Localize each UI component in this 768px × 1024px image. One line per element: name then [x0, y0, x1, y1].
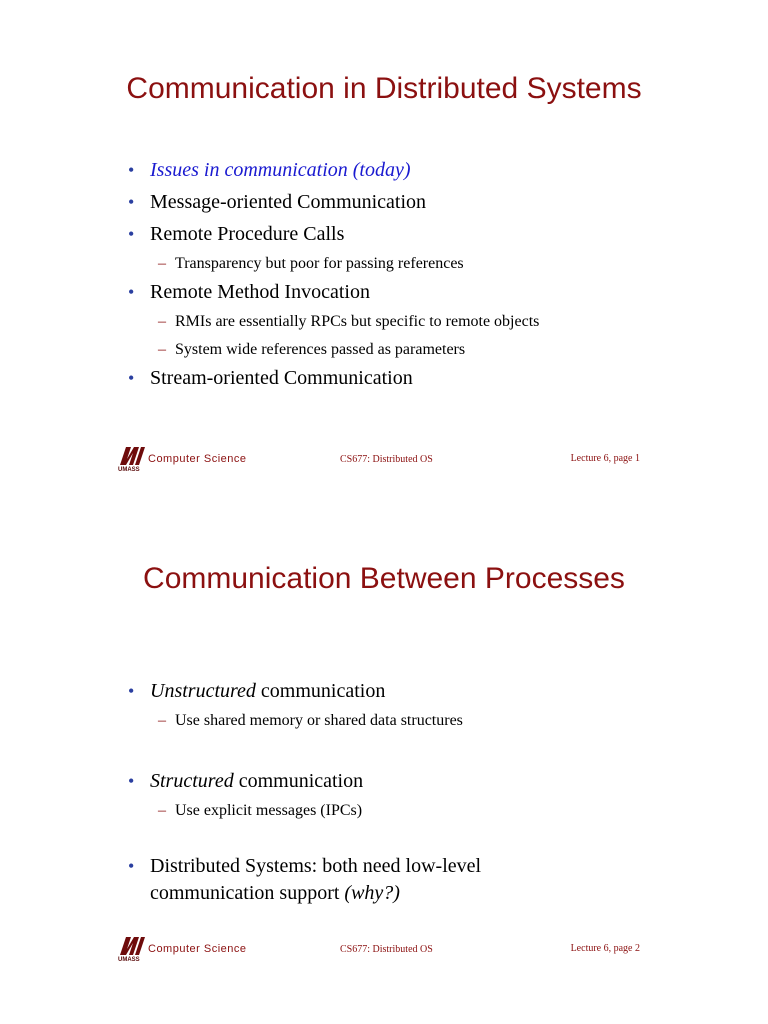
slide-1 — [0, 0, 768, 490]
slide-title: Communication in Distributed Systems — [126, 72, 642, 105]
bullet-item: • Stream-oriented Communication — [128, 367, 413, 389]
dash-icon: – — [158, 341, 166, 358]
dash-icon: – — [158, 802, 166, 819]
slide-footer — [0, 935, 768, 965]
sub-bullet-item: – Transparency but poor for passing references — [158, 255, 464, 272]
umass-logo-icon: UMASS — [118, 935, 146, 965]
slide-footer — [0, 445, 768, 475]
footer-department: Computer Science — [148, 943, 247, 955]
bullet-icon: • — [128, 856, 135, 876]
bullet-icon: • — [128, 224, 135, 244]
bullet-item: • Unstructured communication — [128, 680, 386, 702]
footer-course: CS677: Distributed OS — [340, 454, 433, 465]
dash-icon: – — [158, 255, 166, 272]
dash-icon: – — [158, 313, 166, 330]
slide-2 — [0, 490, 768, 1024]
bullet-icon: • — [128, 368, 135, 388]
bullet-icon: • — [128, 192, 135, 212]
bullet-item: • Remote Method Invocation — [128, 281, 370, 303]
bullet-item: • Remote Procedure Calls — [128, 223, 345, 245]
bullet-icon: • — [128, 160, 135, 180]
footer-page-number: Lecture 6, page 1 — [570, 453, 640, 464]
bullet-icon: • — [128, 771, 135, 791]
footer-page-number: Lecture 6, page 2 — [570, 943, 640, 954]
footer-department: Computer Science — [148, 453, 247, 465]
footer-course: CS677: Distributed OS — [340, 944, 433, 955]
bullet-item: • Distributed Systems: both need low-level — [128, 855, 482, 877]
bullet-icon: • — [128, 282, 135, 302]
slide-title: Communication Between Processes — [143, 562, 625, 595]
bullet-item: • Message-oriented Communication — [128, 191, 427, 213]
bullet-item: • Issues in communication (today) — [128, 159, 411, 181]
dash-icon: – — [158, 712, 166, 729]
umass-logo-icon: UMASS — [118, 445, 146, 475]
bullet-item: • Structured communication — [128, 770, 364, 792]
sub-bullet-item: – System wide references passed as parameters — [158, 341, 466, 358]
bullet-icon: • — [128, 681, 135, 701]
sub-bullet-item: – Use shared memory or shared data structures — [158, 712, 463, 729]
bullet-continuation: communication support (why?) — [150, 882, 400, 904]
sub-bullet-item: – Use explicit messages (IPCs) — [158, 802, 363, 819]
sub-bullet-item: – RMIs are essentially RPCs but specific to remote objects — [158, 313, 540, 330]
